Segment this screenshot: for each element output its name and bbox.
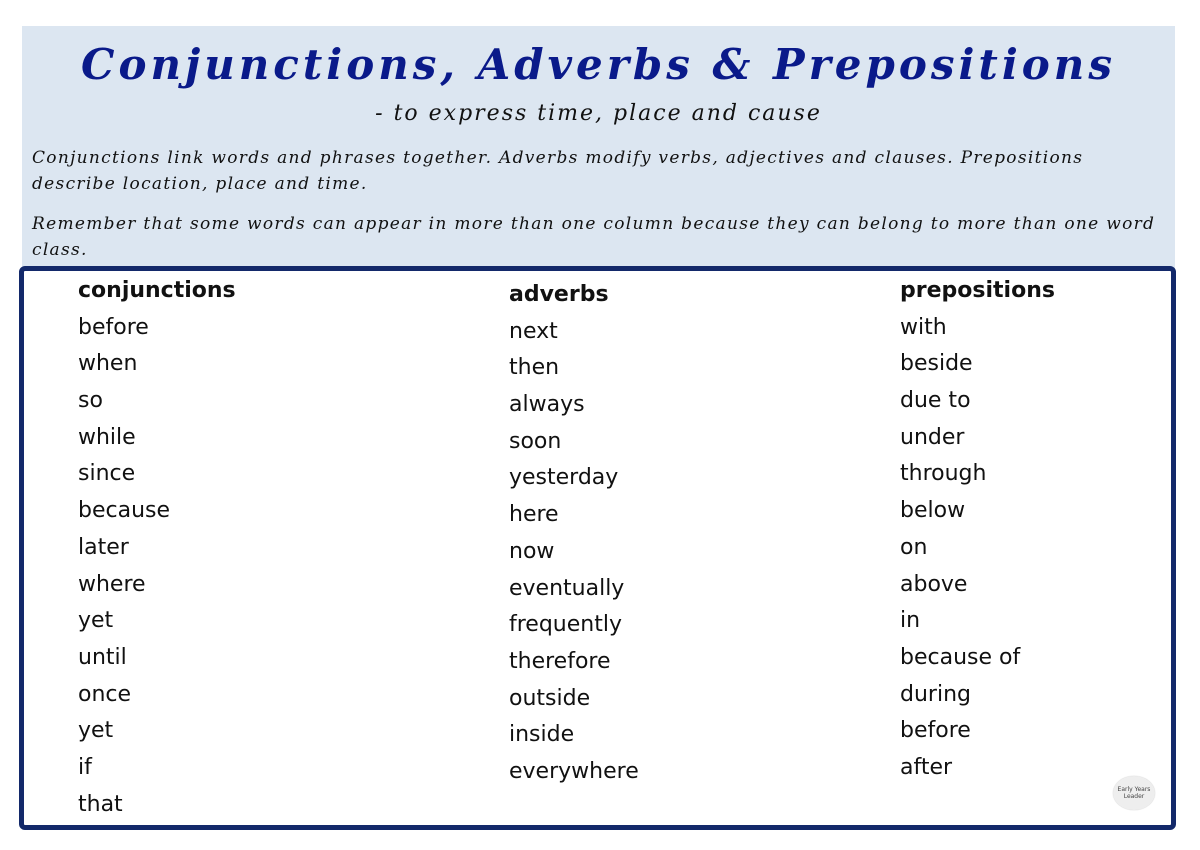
conjunction-word: yet: [78, 608, 114, 634]
adverb-word: then: [509, 355, 560, 381]
preposition-word: in: [900, 608, 921, 634]
preposition-word: above: [900, 571, 968, 597]
conjunction-word: yet: [78, 718, 114, 744]
conjunction-word: later: [78, 534, 129, 560]
preposition-word: after: [900, 754, 953, 780]
adverb-word: therefore: [509, 648, 611, 674]
preposition-word: before: [900, 718, 971, 744]
conjunction-word: because: [78, 498, 171, 524]
conjunction-word: while: [78, 424, 136, 450]
preposition-word: during: [900, 681, 971, 707]
preposition-word: because of: [900, 644, 1021, 670]
intro-paragraph-1: Conjunctions link words and phrases together. Adverbs modify verbs, adjectives and clauses. Prepositions describe location, place and time.: [32, 148, 1084, 194]
preposition-word: under: [900, 424, 965, 450]
conjunction-word: when: [78, 351, 138, 377]
preposition-word: due to: [900, 388, 971, 414]
adverb-word: now: [509, 538, 555, 564]
page-title: Conjunctions, Adverbs & Prepositions: [81, 40, 1116, 89]
conjunction-word: since: [78, 461, 136, 487]
adverb-word: inside: [509, 722, 575, 748]
adverb-word: outside: [509, 685, 591, 711]
conjunctions-heading: conjunctions: [78, 278, 236, 303]
conjunctions-column: [78, 273, 236, 823]
adverbs-column: [509, 277, 639, 791]
adverb-word: next: [509, 318, 558, 344]
logo-text: Early Years Leader: [1117, 786, 1151, 800]
preposition-word: with: [900, 314, 947, 340]
adverb-word: eventually: [509, 575, 625, 601]
prepositions-heading: prepositions: [900, 278, 1055, 303]
page-subtitle: - to express time, place and cause: [375, 101, 822, 126]
preposition-word: below: [900, 498, 966, 524]
conjunction-word: that: [78, 791, 123, 817]
conjunction-word: before: [78, 314, 149, 340]
adverb-word: frequently: [509, 612, 622, 638]
conjunction-word: so: [78, 388, 103, 414]
adverb-word: soon: [509, 428, 562, 454]
prepositions-column: [900, 273, 1055, 787]
intro-paragraph-2: Remember that some words can appear in more than one column because they can belong to more than one word class.: [32, 214, 1156, 260]
preposition-word: through: [900, 461, 987, 487]
conjunction-word: if: [78, 754, 92, 780]
preposition-word: beside: [900, 351, 973, 377]
preposition-word: on: [900, 534, 928, 560]
adverb-word: everywhere: [509, 758, 639, 784]
adverb-word: here: [509, 502, 559, 528]
conjunction-word: until: [78, 644, 127, 670]
adverb-word: yesterday: [509, 465, 619, 491]
conjunction-word: once: [78, 681, 132, 707]
conjunction-word: where: [78, 571, 146, 597]
adverb-word: always: [509, 392, 585, 418]
adverbs-heading: adverbs: [509, 282, 609, 307]
early-years-leader-logo: [1113, 776, 1155, 810]
